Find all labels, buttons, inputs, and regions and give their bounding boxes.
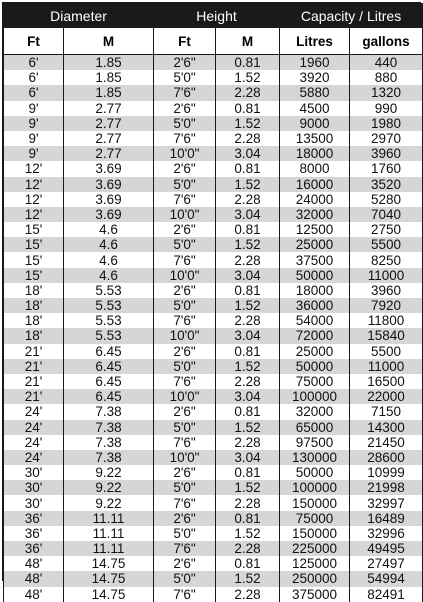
diameter-m-cell: 7.38: [64, 435, 154, 450]
gallons-cell: 8250: [350, 252, 423, 267]
height-m-cell: 3.04: [216, 207, 280, 222]
diameter-m-cell: 5.53: [64, 328, 154, 343]
litres-cell: 25000: [280, 237, 350, 252]
diameter-m-cell: 9.22: [64, 480, 154, 495]
height-ft-cell: 10'0": [154, 207, 216, 222]
height-m-header: M: [216, 28, 280, 55]
diameter-m-cell: 2.77: [64, 116, 154, 131]
table-row: [4, 237, 423, 252]
height-m-cell: 0.81: [216, 556, 280, 571]
table-row: [4, 55, 423, 71]
height-ft-cell: 5'0": [154, 526, 216, 541]
gallons-cell: 3960: [350, 283, 423, 298]
gallons-cell: 27497: [350, 556, 423, 571]
height-ft-cell: 5'0": [154, 116, 216, 131]
height-ft-cell: 7'6": [154, 541, 216, 556]
diameter-m-cell: 4.6: [64, 222, 154, 237]
diameter-m-cell: 7.38: [64, 404, 154, 419]
diameter-group-header: Diameter: [4, 4, 154, 28]
gallons-cell: 7920: [350, 298, 423, 313]
gallons-cell: 11000: [350, 359, 423, 374]
diameter-m-cell: 6.45: [64, 389, 154, 404]
diameter-m-cell: 7.38: [64, 450, 154, 465]
gallons-cell: 7040: [350, 207, 423, 222]
litres-cell: 54000: [280, 313, 350, 328]
height-m-cell: 2.28: [216, 435, 280, 450]
litres-cell: 250000: [280, 571, 350, 586]
diameter-m-cell: 9.22: [64, 495, 154, 510]
gallons-cell: 1760: [350, 161, 423, 176]
table-row: [4, 435, 423, 450]
diameter-ft-cell: 30': [4, 495, 64, 510]
table-row: [4, 70, 423, 85]
table-row: [4, 420, 423, 435]
diameter-m-header: M: [64, 28, 154, 55]
height-ft-cell: 5'0": [154, 480, 216, 495]
diameter-ft-cell: 15': [4, 222, 64, 237]
height-ft-cell: 2'6": [154, 161, 216, 176]
height-m-cell: 0.81: [216, 101, 280, 116]
diameter-ft-cell: 12': [4, 177, 64, 192]
height-m-cell: 3.04: [216, 268, 280, 283]
height-m-cell: 1.52: [216, 298, 280, 313]
height-ft-cell: 5'0": [154, 298, 216, 313]
diameter-ft-cell: 48': [4, 556, 64, 571]
gallons-cell: 3520: [350, 177, 423, 192]
height-m-cell: 1.52: [216, 70, 280, 85]
litres-cell: 50000: [280, 465, 350, 480]
table-row: [4, 116, 423, 131]
height-ft-cell: 2'6": [154, 404, 216, 419]
diameter-ft-cell: 6': [4, 85, 64, 100]
height-ft-cell: 2'6": [154, 344, 216, 359]
litres-cell: 150000: [280, 526, 350, 541]
diameter-ft-cell: 36': [4, 526, 64, 541]
height-ft-cell: 2'6": [154, 556, 216, 571]
height-m-cell: 0.81: [216, 404, 280, 419]
height-m-cell: 2.28: [216, 587, 280, 602]
table-body: [4, 55, 423, 602]
diameter-ft-cell: 30': [4, 465, 64, 480]
capacity-table-panel: [2, 2, 421, 602]
gallons-cell: 22000: [350, 389, 423, 404]
table-row: [4, 298, 423, 313]
diameter-m-cell: 5.53: [64, 283, 154, 298]
litres-cell: 18000: [280, 283, 350, 298]
table-row: [4, 450, 423, 465]
gallons-cell: 16500: [350, 374, 423, 389]
litres-cell: 97500: [280, 435, 350, 450]
litres-cell: 13500: [280, 131, 350, 146]
diameter-m-cell: 11.11: [64, 511, 154, 526]
height-ft-cell: 2'6": [154, 101, 216, 116]
diameter-m-cell: 7.38: [64, 420, 154, 435]
table-row: [4, 571, 423, 586]
height-m-cell: 2.28: [216, 313, 280, 328]
height-ft-cell: 10'0": [154, 389, 216, 404]
gallons-cell: 990: [350, 101, 423, 116]
litres-cell: 37500: [280, 252, 350, 267]
height-ft-cell: 5'0": [154, 571, 216, 586]
diameter-m-cell: 14.75: [64, 556, 154, 571]
litres-cell: 50000: [280, 359, 350, 374]
table-row: [4, 556, 423, 571]
table-row: [4, 101, 423, 116]
litres-cell: 32000: [280, 404, 350, 419]
diameter-ft-cell: 21': [4, 389, 64, 404]
height-group-header: Height: [154, 4, 280, 28]
gallons-cell: 3960: [350, 146, 423, 161]
diameter-ft-cell: 12': [4, 161, 64, 176]
table-row: [4, 526, 423, 541]
diameter-ft-cell: 21': [4, 374, 64, 389]
litres-cell: 125000: [280, 556, 350, 571]
height-ft-cell: 2'6": [154, 222, 216, 237]
table-row: [4, 313, 423, 328]
gallons-cell: 32996: [350, 526, 423, 541]
table-row: [4, 283, 423, 298]
diameter-ft-cell: 9': [4, 101, 64, 116]
litres-cell: 4500: [280, 101, 350, 116]
diameter-ft-cell: 15': [4, 237, 64, 252]
height-m-cell: 0.81: [216, 465, 280, 480]
height-ft-cell: 7'6": [154, 435, 216, 450]
diameter-ft-cell: 18': [4, 283, 64, 298]
table-row: [4, 131, 423, 146]
diameter-ft-header: Ft: [4, 28, 64, 55]
litres-cell: 50000: [280, 268, 350, 283]
gallons-cell: 2750: [350, 222, 423, 237]
diameter-ft-cell: 24': [4, 450, 64, 465]
litres-cell: 150000: [280, 495, 350, 510]
diameter-ft-cell: 24': [4, 420, 64, 435]
diameter-ft-cell: 48': [4, 587, 64, 602]
height-m-cell: 3.04: [216, 328, 280, 343]
height-ft-cell: 10'0": [154, 450, 216, 465]
litres-cell: 100000: [280, 480, 350, 495]
litres-cell: 100000: [280, 389, 350, 404]
diameter-m-cell: 4.6: [64, 237, 154, 252]
table-row: [4, 495, 423, 510]
height-ft-cell: 7'6": [154, 131, 216, 146]
height-m-cell: 2.28: [216, 252, 280, 267]
gallons-cell: 7150: [350, 404, 423, 419]
gallons-cell: 49495: [350, 541, 423, 556]
diameter-m-cell: 3.69: [64, 207, 154, 222]
litres-cell: 32000: [280, 207, 350, 222]
height-ft-cell: 2'6": [154, 511, 216, 526]
height-ft-cell: 2'6": [154, 465, 216, 480]
diameter-ft-cell: 6': [4, 70, 64, 85]
height-ft-cell: 10'0": [154, 146, 216, 161]
diameter-ft-cell: 48': [4, 571, 64, 586]
height-m-cell: 1.52: [216, 571, 280, 586]
table-row: [4, 344, 423, 359]
litres-cell: 16000: [280, 177, 350, 192]
table-row: [4, 268, 423, 283]
table-row: [4, 587, 423, 602]
litres-cell: 65000: [280, 420, 350, 435]
litres-cell: 5880: [280, 85, 350, 100]
height-m-cell: 1.52: [216, 420, 280, 435]
height-m-cell: 3.04: [216, 389, 280, 404]
height-m-cell: 2.28: [216, 374, 280, 389]
litres-cell: 36000: [280, 298, 350, 313]
litres-cell: 9000: [280, 116, 350, 131]
diameter-ft-cell: 18': [4, 328, 64, 343]
table-row: [4, 374, 423, 389]
table-row: [4, 161, 423, 176]
height-m-cell: 1.52: [216, 177, 280, 192]
diameter-m-cell: 11.11: [64, 541, 154, 556]
diameter-m-cell: 9.22: [64, 465, 154, 480]
table-row: [4, 511, 423, 526]
litres-cell: 18000: [280, 146, 350, 161]
height-m-cell: 2.28: [216, 541, 280, 556]
height-m-cell: 0.81: [216, 511, 280, 526]
diameter-m-cell: 3.69: [64, 192, 154, 207]
table-row: [4, 541, 423, 556]
diameter-ft-cell: 36': [4, 511, 64, 526]
height-ft-cell: 5'0": [154, 177, 216, 192]
table-row: [4, 207, 423, 222]
litres-cell: 25000: [280, 344, 350, 359]
height-m-cell: 0.81: [216, 344, 280, 359]
gallons-cell: 82491: [350, 587, 423, 602]
diameter-ft-cell: 36': [4, 541, 64, 556]
gallons-cell: 10999: [350, 465, 423, 480]
gallons-cell: 5280: [350, 192, 423, 207]
table-row: [4, 404, 423, 419]
height-ft-cell: 5'0": [154, 359, 216, 374]
table-row: [4, 328, 423, 343]
diameter-ft-cell: 21': [4, 344, 64, 359]
height-ft-cell: 2'6": [154, 55, 216, 71]
litres-cell: 75000: [280, 374, 350, 389]
litres-header: Litres: [280, 28, 350, 55]
litres-cell: 72000: [280, 328, 350, 343]
litres-cell: 8000: [280, 161, 350, 176]
height-m-cell: 0.81: [216, 283, 280, 298]
litres-cell: 24000: [280, 192, 350, 207]
diameter-ft-cell: 21': [4, 359, 64, 374]
gallons-cell: 16489: [350, 511, 423, 526]
diameter-ft-cell: 18': [4, 298, 64, 313]
diameter-m-cell: 6.45: [64, 374, 154, 389]
diameter-m-cell: 2.77: [64, 146, 154, 161]
height-ft-cell: 7'6": [154, 85, 216, 100]
gallons-cell: 5500: [350, 344, 423, 359]
diameter-m-cell: 2.77: [64, 101, 154, 116]
litres-cell: 12500: [280, 222, 350, 237]
litres-cell: 225000: [280, 541, 350, 556]
table-row: [4, 480, 423, 495]
diameter-ft-cell: 12': [4, 207, 64, 222]
diameter-ft-cell: 30': [4, 480, 64, 495]
diameter-m-cell: 6.45: [64, 359, 154, 374]
diameter-m-cell: 1.85: [64, 70, 154, 85]
diameter-ft-cell: 18': [4, 313, 64, 328]
height-m-cell: 2.28: [216, 495, 280, 510]
height-m-cell: 3.04: [216, 450, 280, 465]
diameter-m-cell: 14.75: [64, 571, 154, 586]
diameter-m-cell: 3.69: [64, 177, 154, 192]
diameter-ft-cell: 9': [4, 146, 64, 161]
height-ft-cell: 5'0": [154, 420, 216, 435]
height-ft-cell: 10'0": [154, 268, 216, 283]
diameter-ft-cell: 24': [4, 435, 64, 450]
height-ft-cell: 10'0": [154, 328, 216, 343]
height-m-cell: 2.28: [216, 131, 280, 146]
height-m-cell: 2.28: [216, 85, 280, 100]
height-m-cell: 1.52: [216, 480, 280, 495]
height-ft-cell: 5'0": [154, 70, 216, 85]
litres-cell: 1960: [280, 55, 350, 71]
litres-cell: 3920: [280, 70, 350, 85]
litres-cell: 375000: [280, 587, 350, 602]
diameter-ft-cell: 9': [4, 131, 64, 146]
height-m-cell: 1.52: [216, 116, 280, 131]
table-row: [4, 252, 423, 267]
table-row: [4, 146, 423, 161]
diameter-ft-cell: 15': [4, 268, 64, 283]
diameter-m-cell: 5.53: [64, 298, 154, 313]
height-m-cell: 3.04: [216, 146, 280, 161]
height-ft-cell: 2'6": [154, 283, 216, 298]
diameter-m-cell: 2.77: [64, 131, 154, 146]
diameter-ft-cell: 6': [4, 55, 64, 71]
diameter-m-cell: 1.85: [64, 85, 154, 100]
height-m-cell: 0.81: [216, 55, 280, 71]
gallons-cell: 1320: [350, 85, 423, 100]
height-m-cell: 0.81: [216, 222, 280, 237]
height-ft-cell: 7'6": [154, 495, 216, 510]
height-ft-cell: 7'6": [154, 252, 216, 267]
gallons-cell: 5500: [350, 237, 423, 252]
gallons-cell: 21450: [350, 435, 423, 450]
table-row: [4, 85, 423, 100]
table-row: [4, 192, 423, 207]
table-row: [4, 177, 423, 192]
height-m-cell: 1.52: [216, 359, 280, 374]
table-row: [4, 465, 423, 480]
diameter-m-cell: 3.69: [64, 161, 154, 176]
gallons-cell: 1980: [350, 116, 423, 131]
litres-cell: 130000: [280, 450, 350, 465]
gallons-cell: 11800: [350, 313, 423, 328]
height-ft-cell: 5'0": [154, 237, 216, 252]
height-ft-cell: 7'6": [154, 313, 216, 328]
diameter-m-cell: 4.6: [64, 252, 154, 267]
diameter-m-cell: 6.45: [64, 344, 154, 359]
column-header-row: [4, 28, 423, 55]
capacity-table: [3, 3, 423, 602]
gallons-cell: 11000: [350, 268, 423, 283]
diameter-m-cell: 4.6: [64, 268, 154, 283]
height-ft-cell: 7'6": [154, 374, 216, 389]
group-header-row: [4, 4, 423, 28]
table-row: [4, 359, 423, 374]
diameter-m-cell: 1.85: [64, 55, 154, 71]
capacity-group-header: Capacity / Litres: [280, 4, 423, 28]
gallons-cell: 14300: [350, 420, 423, 435]
height-m-cell: 1.52: [216, 526, 280, 541]
gallons-cell: 440: [350, 55, 423, 71]
litres-cell: 75000: [280, 511, 350, 526]
diameter-m-cell: 5.53: [64, 313, 154, 328]
height-m-cell: 0.81: [216, 161, 280, 176]
diameter-m-cell: 11.11: [64, 526, 154, 541]
gallons-cell: 2970: [350, 131, 423, 146]
table-row: [4, 389, 423, 404]
gallons-cell: 880: [350, 70, 423, 85]
height-ft-cell: 7'6": [154, 587, 216, 602]
height-m-cell: 2.28: [216, 192, 280, 207]
gallons-cell: 32997: [350, 495, 423, 510]
table-row: [4, 222, 423, 237]
diameter-ft-cell: 24': [4, 404, 64, 419]
gallons-cell: 54994: [350, 571, 423, 586]
gallons-cell: 28600: [350, 450, 423, 465]
gallons-header: gallons: [350, 28, 423, 55]
height-ft-header: Ft: [154, 28, 216, 55]
diameter-ft-cell: 9': [4, 116, 64, 131]
gallons-cell: 21998: [350, 480, 423, 495]
gallons-cell: 15840: [350, 328, 423, 343]
diameter-ft-cell: 12': [4, 192, 64, 207]
height-ft-cell: 7'6": [154, 192, 216, 207]
diameter-m-cell: 14.75: [64, 587, 154, 602]
height-m-cell: 1.52: [216, 237, 280, 252]
diameter-ft-cell: 15': [4, 252, 64, 267]
